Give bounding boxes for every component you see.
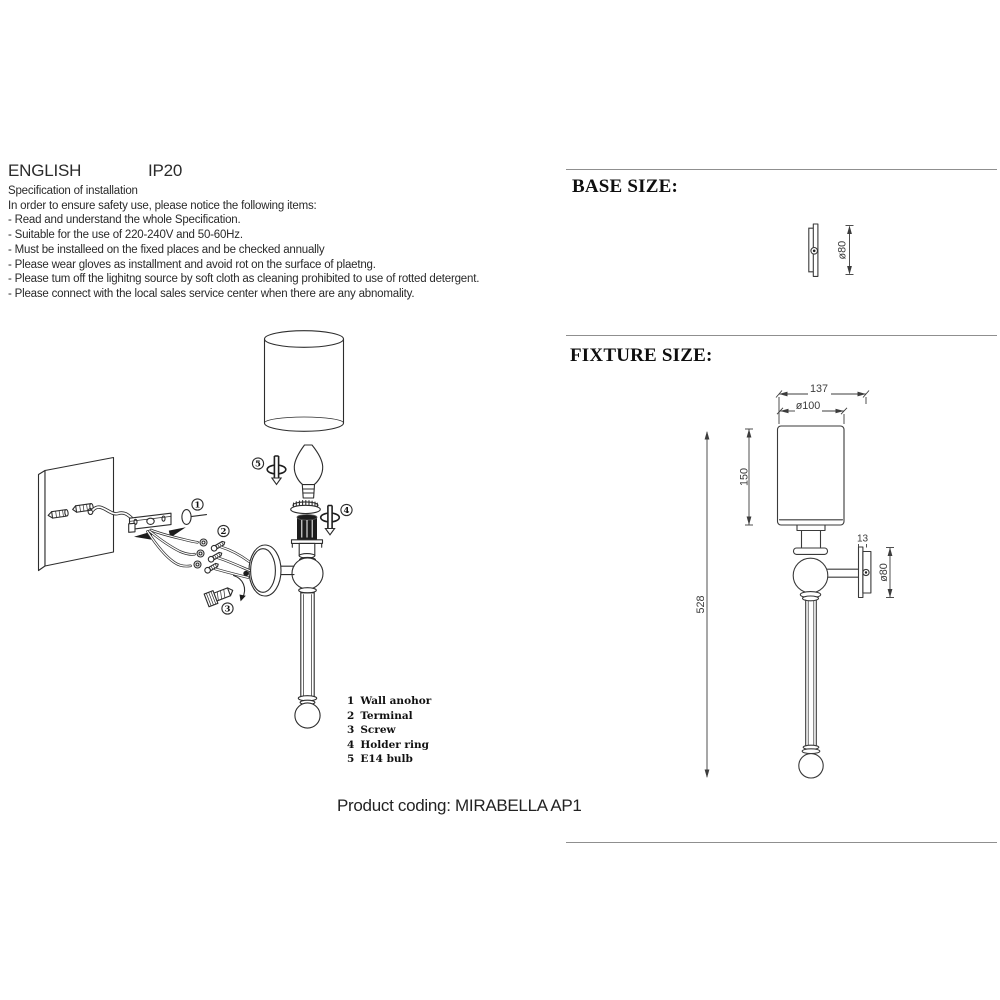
stem-outline xyxy=(806,600,817,746)
base-plate-side-view xyxy=(809,224,818,276)
legend-item xyxy=(347,738,431,753)
plate-diameter-label: ø80 xyxy=(877,563,890,582)
shade-height-label: 150 xyxy=(738,467,751,487)
legend-item xyxy=(347,752,431,767)
callout-1 xyxy=(182,499,207,525)
callout-5 xyxy=(252,458,263,470)
svg-text:5: 5 xyxy=(255,459,261,470)
callout-4 xyxy=(341,504,352,516)
legend-num: 1 xyxy=(347,695,355,707)
base-diameter-dimension xyxy=(837,226,854,275)
spec-title: Specification of installation xyxy=(8,185,138,197)
wall-plate-side xyxy=(859,547,863,598)
svg-text:3: 3 xyxy=(224,604,231,615)
overall-height-dimension xyxy=(695,431,709,778)
rotate-down-arrow-icon xyxy=(267,456,286,484)
plate-diameter-dimension xyxy=(878,548,894,598)
fixture-size-drawing xyxy=(690,378,905,790)
spec-item: - Please wear gloves as installment and avoid rot on the surface of plaetng. xyxy=(8,258,376,271)
ball-joint-outline xyxy=(793,558,828,593)
section-divider xyxy=(566,335,997,336)
fixing-screw xyxy=(204,576,246,607)
callout-2 xyxy=(218,525,229,537)
legend-item xyxy=(347,723,431,738)
spec-item: - Must be installeed on the fixed places and be checked annually xyxy=(8,243,325,256)
rotate-down-arrow-icon xyxy=(321,506,340,535)
supply-wires xyxy=(148,530,198,566)
base-size-heading: BASE SIZE: xyxy=(572,176,679,197)
depth-dim-label: 137 xyxy=(809,382,829,395)
fixture-front-view xyxy=(778,426,871,778)
product-coding: Product coding: MIRABELLA AP1 xyxy=(337,796,582,815)
spec-item: - Read and understand the whole Specification. xyxy=(8,214,241,227)
ip-rating-label: IP20 xyxy=(148,161,183,180)
shade-outline xyxy=(778,426,845,525)
legend-label: Holder ring xyxy=(360,738,429,751)
terminal-connectors xyxy=(194,539,226,574)
legend-label: Wall anohor xyxy=(360,695,432,707)
base-size-drawing xyxy=(790,212,862,284)
spec-block xyxy=(8,184,479,302)
legend-label: Terminal xyxy=(360,709,413,722)
lamp-shade xyxy=(265,331,344,432)
section-divider xyxy=(566,842,997,843)
shade-diameter-dimension xyxy=(777,397,847,424)
svg-text:2: 2 xyxy=(220,527,227,538)
legend-label: E14 bulb xyxy=(360,753,413,766)
svg-text:4: 4 xyxy=(343,506,350,517)
plate-offset-dimension xyxy=(857,534,869,548)
spec-intro: In order to ensure safety use, please notice the following items: xyxy=(8,199,317,212)
holder-ring xyxy=(291,501,321,514)
exploded-assembly-diagram xyxy=(30,325,360,735)
svg-text:1: 1 xyxy=(194,500,201,511)
finial-ball xyxy=(295,703,320,728)
section-divider xyxy=(566,169,997,170)
shade-diameter-label: ø100 xyxy=(795,400,821,412)
depth-dimension xyxy=(776,383,869,404)
legend-num: 2 xyxy=(347,709,355,722)
spec-item: - Please connect with the local sales service center when there are any abnomality. xyxy=(8,287,415,300)
e14-bulb xyxy=(294,445,322,498)
shade-height-dimension xyxy=(738,429,753,525)
spec-item: - Suitable for the use of 220-240V and 50-60Hz. xyxy=(8,229,243,242)
bulb-base xyxy=(302,485,314,498)
plate-offset-label: 13 xyxy=(856,533,869,545)
base-diameter-label: ø80 xyxy=(836,240,849,260)
legend-label: Screw xyxy=(360,724,396,737)
callout-3 xyxy=(222,603,233,615)
ball-joint-and-stem xyxy=(292,558,323,728)
legend-num: 3 xyxy=(347,724,355,737)
spec-item: - Please tum off the lighitng source by soft cloth as cleaning prohibited to use of rotted detergent. xyxy=(8,273,480,286)
language-label: ENGLISH xyxy=(8,161,82,180)
lamp-socket xyxy=(292,515,323,563)
legend-num: 4 xyxy=(347,738,355,751)
escutcheon-plate xyxy=(243,545,294,596)
legend-item xyxy=(347,694,431,709)
parts-legend xyxy=(347,694,431,767)
legend-num: 5 xyxy=(347,753,355,766)
overall-height-label: 528 xyxy=(695,595,708,614)
legend-item xyxy=(347,709,431,724)
finial-ball-outline xyxy=(799,754,823,778)
fixture-size-heading: FIXTURE SIZE: xyxy=(570,345,713,366)
